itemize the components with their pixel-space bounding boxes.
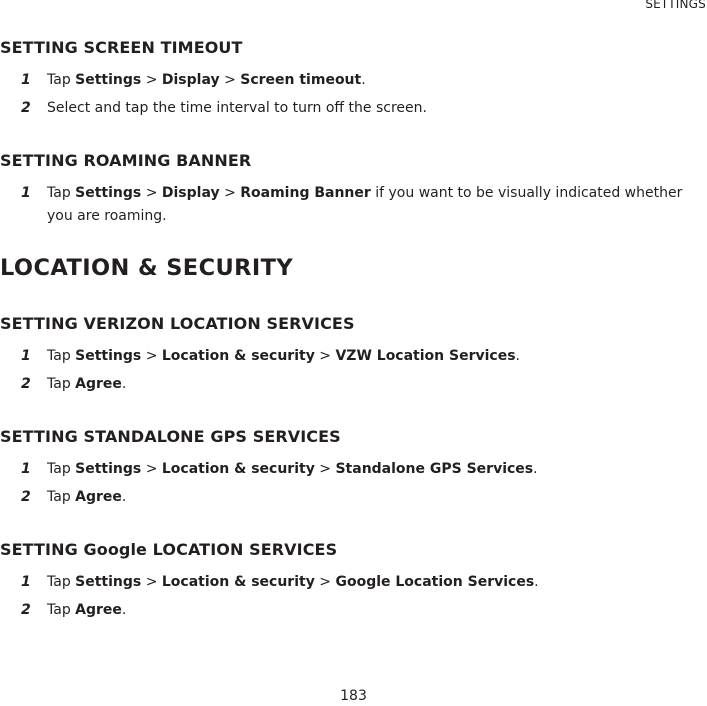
step-text: Tap — [47, 489, 71, 505]
step-item — [0, 486, 687, 509]
menu-path-item: Display — [161, 72, 220, 88]
path-separator: > — [319, 348, 332, 364]
menu-path-item: Location & security — [161, 348, 315, 364]
step-item — [0, 69, 687, 92]
menu-path-item: Agree — [75, 489, 122, 505]
section-standalone-gps — [0, 427, 700, 509]
step-text: Tap — [47, 602, 71, 618]
section-title: SETTING STANDALONE GPS SERVICES — [0, 427, 341, 446]
step-text: Tap — [47, 348, 71, 364]
step-item — [0, 599, 687, 622]
step-item — [0, 345, 687, 368]
step-text: . — [515, 348, 520, 364]
step-number: 1 — [21, 461, 31, 477]
section-title: SETTING SCREEN TIMEOUT — [0, 38, 243, 57]
menu-path-item: Standalone GPS Services — [335, 461, 534, 477]
step-number: 2 — [21, 489, 31, 505]
step-text: Select and tap the time interval to turn off the screen. — [47, 100, 427, 116]
menu-path-item: Location & security — [161, 574, 315, 590]
step-item — [0, 373, 687, 396]
step-text: if you want to be visually indicated whether you are roaming. — [47, 185, 683, 224]
menu-path-item: Google Location Services — [335, 574, 535, 590]
step-text: Tap — [47, 461, 71, 477]
step-number: 1 — [21, 72, 31, 88]
step-text: . — [361, 72, 366, 88]
menu-path-item: Agree — [75, 602, 122, 618]
section-title: SETTING ROAMING BANNER — [0, 151, 252, 170]
path-separator: > — [224, 72, 236, 88]
menu-path-item: Settings — [75, 72, 142, 88]
section-verizon-location — [0, 314, 700, 396]
step-text: . — [534, 574, 539, 590]
page-number: 183 — [340, 688, 367, 704]
menu-path-item: Roaming Banner — [240, 185, 371, 201]
path-separator: > — [145, 574, 158, 590]
step-text: Tap — [47, 72, 71, 88]
step-item — [0, 97, 687, 120]
step-number: 2 — [21, 602, 31, 618]
menu-path-item: Display — [161, 185, 220, 201]
step-item — [0, 458, 687, 481]
menu-path-item: Settings — [75, 348, 142, 364]
path-separator: > — [145, 72, 158, 88]
step-number: 1 — [21, 185, 31, 201]
step-item — [0, 571, 687, 594]
running-head: SETTINGS — [645, 0, 706, 11]
chapter-title: LOCATION & SECURITY — [0, 255, 294, 281]
section-title: SETTING Google LOCATION SERVICES — [0, 540, 338, 559]
path-separator: > — [145, 348, 158, 364]
step-text: . — [121, 489, 127, 505]
menu-path-item: Settings — [75, 185, 142, 201]
step-item — [0, 182, 687, 228]
step-number: 1 — [21, 348, 31, 364]
menu-path-item: Settings — [75, 461, 142, 477]
step-text: . — [121, 376, 127, 392]
step-text: . — [121, 602, 127, 618]
step-number: 1 — [21, 574, 31, 590]
path-separator: > — [319, 574, 332, 590]
menu-path-item: Agree — [75, 376, 122, 392]
step-text: Tap — [47, 185, 71, 201]
section-google-location — [0, 540, 700, 622]
path-separator: > — [145, 461, 158, 477]
path-separator: > — [224, 185, 236, 201]
menu-path-item: Location & security — [161, 461, 315, 477]
step-number: 2 — [21, 100, 31, 116]
step-text: Tap — [47, 376, 71, 392]
path-separator: > — [145, 185, 158, 201]
menu-path-item: VZW Location Services — [335, 348, 516, 364]
step-text: Tap — [47, 574, 71, 590]
menu-path-item: Settings — [75, 574, 142, 590]
section-roaming-banner — [0, 151, 700, 228]
section-title: SETTING VERIZON LOCATION SERVICES — [0, 314, 355, 333]
step-text: . — [533, 461, 538, 477]
menu-path-item: Screen timeout — [240, 72, 362, 88]
section-screen-timeout — [0, 38, 700, 120]
step-number: 2 — [21, 376, 31, 392]
path-separator: > — [319, 461, 332, 477]
